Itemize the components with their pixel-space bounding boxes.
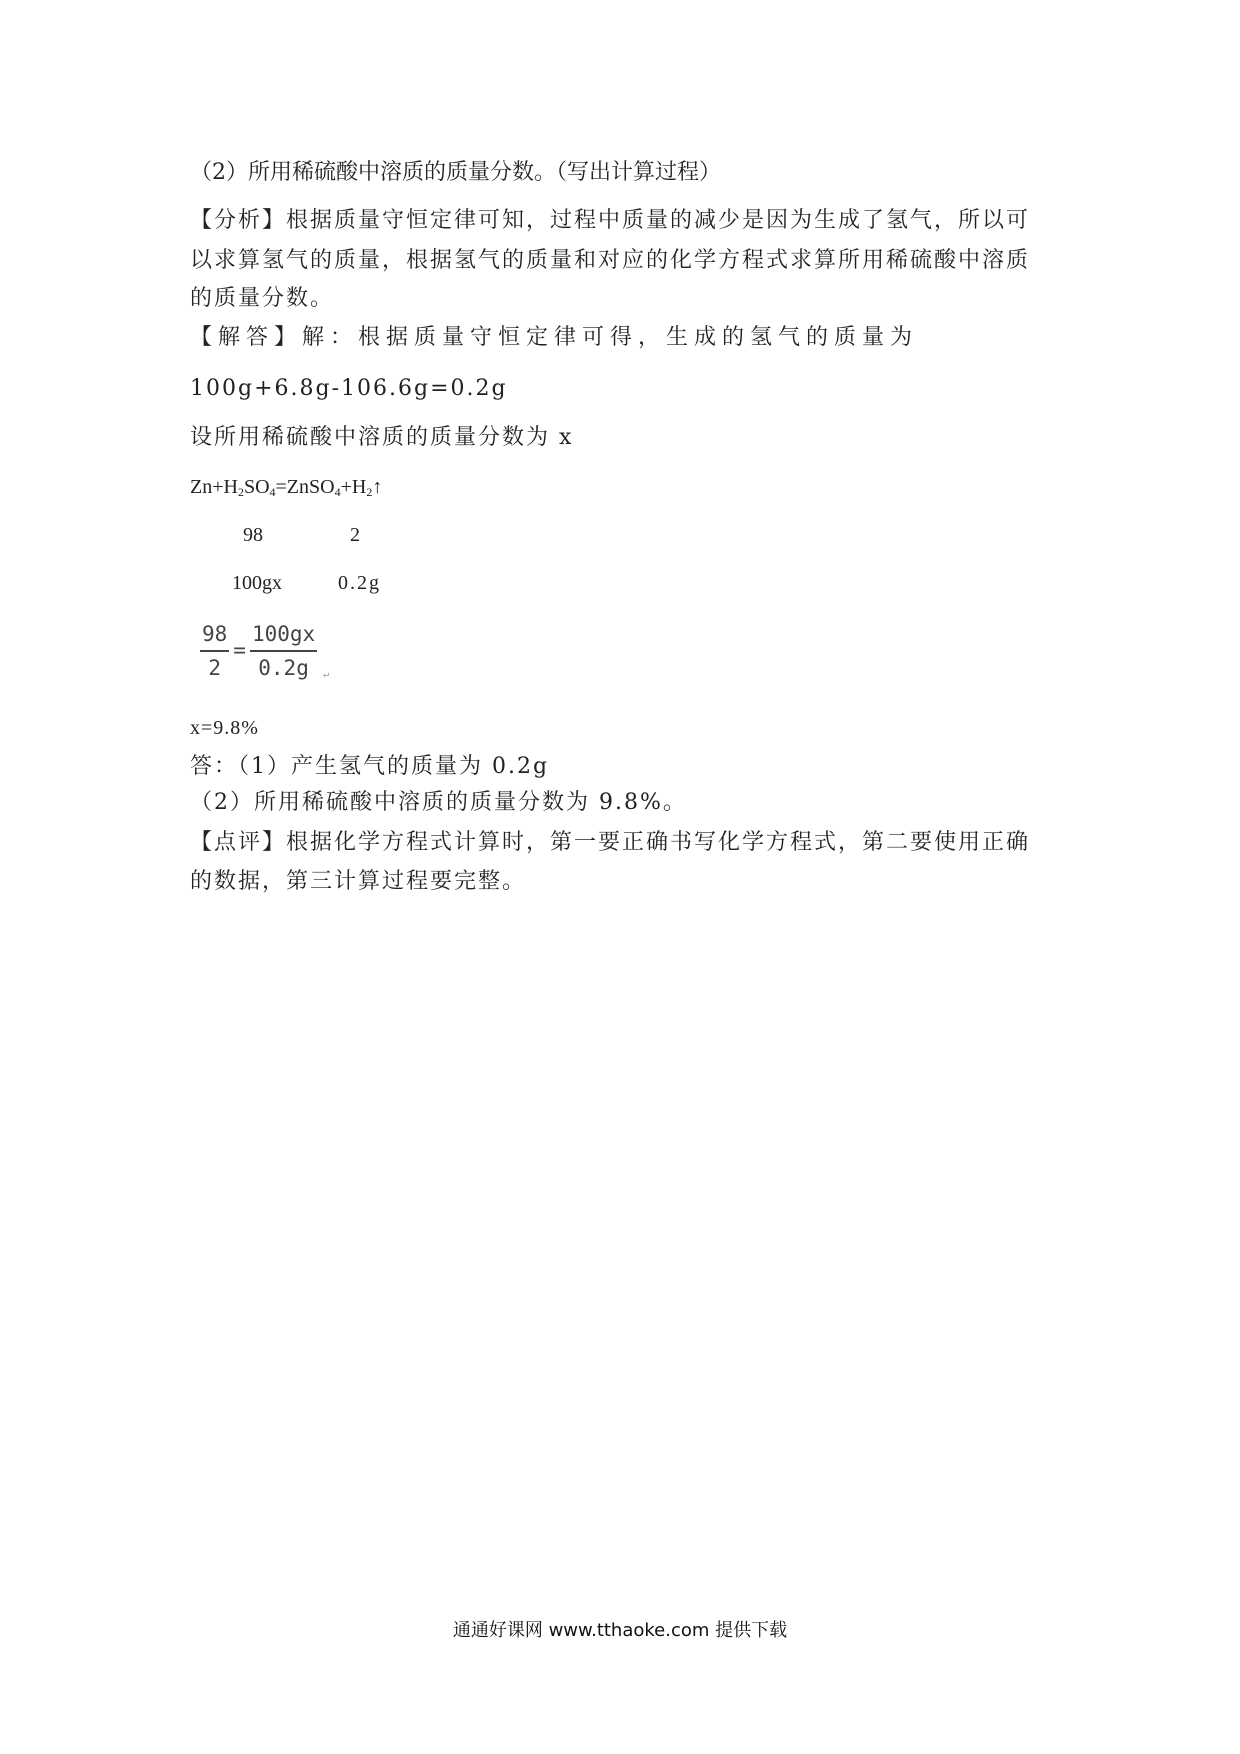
chemical-equation bbox=[190, 477, 382, 498]
result-x: x=9.8% bbox=[190, 717, 259, 739]
eq-sub-2a: 2 bbox=[237, 485, 244, 499]
ratio-bottom-left: 100gx bbox=[232, 572, 282, 594]
fraction-numerator-1: 98 bbox=[200, 622, 229, 652]
eq-part-so: SO bbox=[243, 476, 270, 498]
comment-line-2: 的数据，第三计算过程要完整。 bbox=[190, 869, 527, 894]
analysis-text-1: 根据质量守恒定律可知，过程中质量的减少是因为生成了氢气，所以可 bbox=[286, 208, 1031, 233]
fraction-left bbox=[200, 622, 229, 680]
comment-text-1: 根据化学方程式计算时，第一要正确书写化学方程式，第二要使用正确 bbox=[286, 830, 1031, 855]
answer-text-1: 解：根据质量守恒定律可得，生成的氢气的质量为 bbox=[302, 325, 919, 350]
question-part2: （2）所用稀硫酸中溶质的质量分数。（写出计算过程） bbox=[190, 160, 721, 185]
ratio-top-right: 2 bbox=[350, 524, 360, 546]
fraction-numerator-2: 100gx bbox=[250, 622, 317, 652]
analysis-line-3: 的质量分数。 bbox=[190, 286, 335, 311]
fraction-right bbox=[250, 622, 317, 680]
mass-calculation: 100g+6.8g-106.6g=0.2g bbox=[190, 376, 508, 401]
final-answer-2: （2）所用稀硫酸中溶质的质量分数为 9.8%。 bbox=[190, 790, 687, 815]
ratio-bottom-right: 0.2g bbox=[338, 572, 381, 594]
analysis-line-1 bbox=[190, 210, 1030, 232]
let-statement: 设所用稀硫酸中溶质的质量分数为 x bbox=[190, 425, 574, 450]
fraction-equals: = bbox=[233, 638, 246, 662]
comment-line-1 bbox=[190, 832, 1030, 854]
eq-part-znso: =ZnSO bbox=[275, 476, 335, 498]
analysis-line-2: 以求算氢气的质量，根据氢气的质量和对应的化学方程式求算所用稀硫酸中溶质 bbox=[190, 248, 1031, 273]
answer-label: 【解答】 bbox=[190, 325, 303, 350]
paragraph-mark-icon: ↵ bbox=[323, 669, 330, 680]
comment-label: 【点评】 bbox=[190, 830, 287, 855]
eq-sub-2b: 2 bbox=[366, 485, 373, 499]
ratio-top-left: 98 bbox=[243, 524, 263, 546]
proportion-fraction bbox=[200, 622, 329, 680]
answer-line-1 bbox=[190, 327, 918, 349]
fraction-denominator-1: 2 bbox=[208, 656, 221, 680]
eq-part-zn: Zn+H bbox=[190, 476, 238, 498]
fraction-denominator-2: 0.2g bbox=[258, 656, 309, 680]
analysis-label: 【分析】 bbox=[190, 208, 287, 233]
eq-sub-4b: 4 bbox=[334, 485, 341, 499]
eq-sub-4a: 4 bbox=[269, 485, 276, 499]
eq-part-h: +H bbox=[340, 476, 367, 498]
final-answer-1: 答：（1）产生氢气的质量为 0.2g bbox=[190, 754, 550, 779]
footer-watermark: 通通好课网 www.tthaoke.com 提供下载 bbox=[452, 1620, 788, 1641]
up-arrow-icon: ↑ bbox=[372, 476, 383, 498]
